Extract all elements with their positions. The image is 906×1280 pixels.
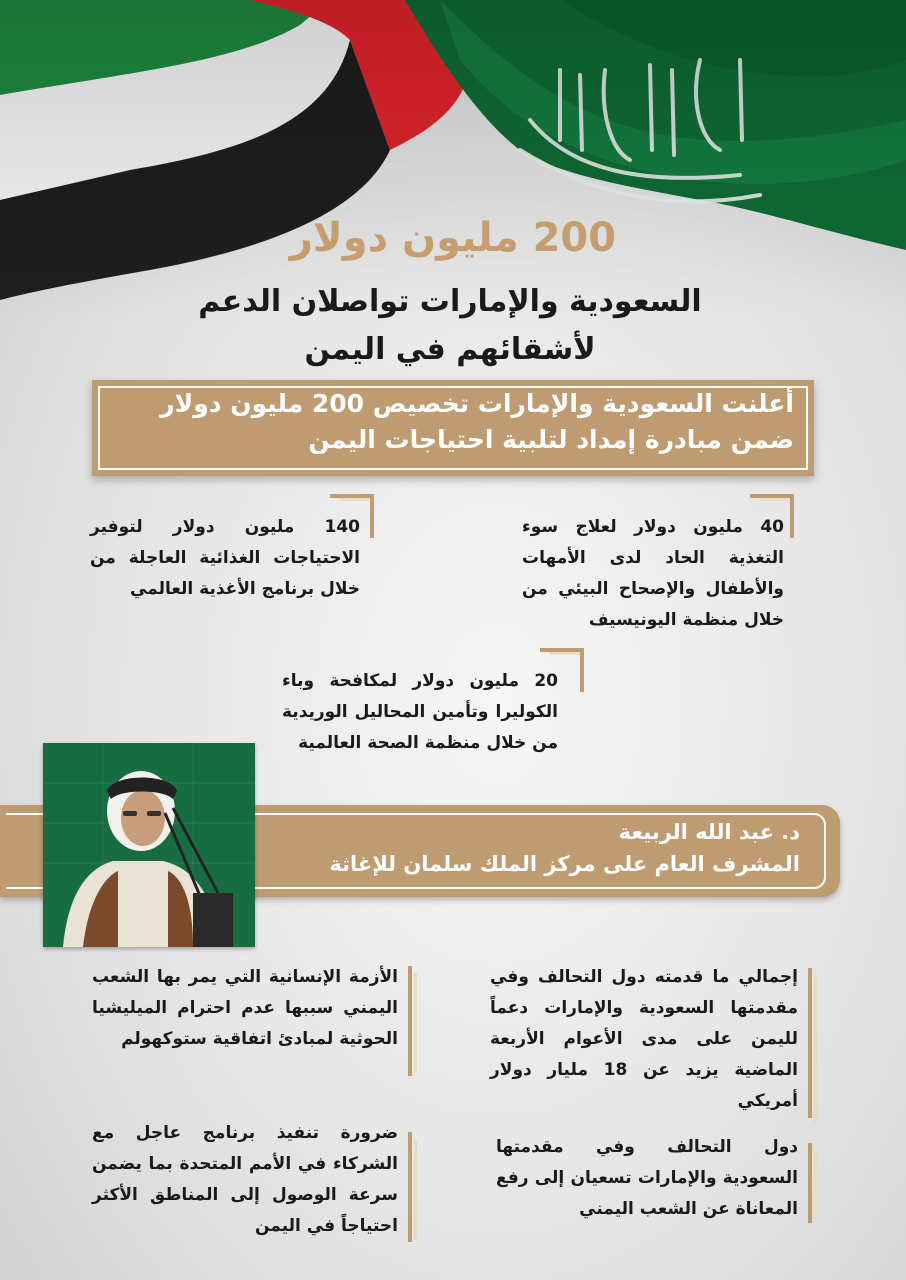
headline-subtitle-line2: لأشقائهم في اليمن xyxy=(304,332,596,367)
quote-alliance-support: إجمالي ما قدمته دول التحالف وفي مقدمتها السعودية والإمارات دعماً لليمن على مدى الأعوام الأربعة الماضية يزيد عن 18 مليار دولار أمريكي xyxy=(490,967,798,1111)
announcement-line2: ضمن مبادرة إمداد لتلبية احتياجات اليمن xyxy=(308,425,794,454)
quote-humanitarian-crisis: الأزمة الإنسانية التي يمر بها الشعب اليمني سببها عدم احترام الميليشيا الحوثية لمبادئ اتفاقية ستوكهولم xyxy=(92,967,398,1049)
official-photo xyxy=(43,743,255,947)
quote-bar-accent xyxy=(814,1150,817,1220)
flags-header-image xyxy=(0,0,906,320)
allocation-who: 20 مليون دولار لمكافحة وباء الكوليرا وتأمين المحاليل الوريدية من خلال منظمة الصحة العالمية xyxy=(282,671,558,753)
official-title: المشرف العام على مركز الملك سلمان للإغاثة xyxy=(329,852,800,876)
quote-bar xyxy=(408,1132,412,1242)
announcement-line1: أعلنت السعودية والإمارات تخصيص 200 مليون دولار xyxy=(160,389,794,418)
headline-subtitle xyxy=(150,278,750,374)
quote-bar-accent xyxy=(414,973,417,1073)
quote-bar xyxy=(808,968,812,1118)
official-name: د. عبد الله الربيعة xyxy=(618,820,800,844)
announcement-banner xyxy=(92,380,814,476)
headline-amount: 200 مليون دولار xyxy=(289,215,617,261)
quote-bar xyxy=(408,966,412,1076)
announcement-text xyxy=(112,386,794,458)
quote-bar xyxy=(808,1143,812,1223)
allocation-wfp: 140 مليون دولار لتوفير الاحتياجات الغذائية العاجلة من خلال برنامج الأغذية العالمي xyxy=(90,517,360,599)
headline-subtitle-line1: السعودية والإمارات تواصلان الدعم xyxy=(198,284,702,319)
quote-urgent-program: ضرورة تنفيذ برنامج عاجل مع الشركاء في الأمم المتحدة بما يضمن سرعة الوصول إلى المناطق الأكثر احتياجاً في اليمن xyxy=(92,1123,398,1236)
quote-relief-efforts: دول التحالف وفي مقدمتها السعودية والإمارات تسعيان إلى رفع المعاناة عن الشعب اليمني xyxy=(496,1137,798,1219)
official-info xyxy=(300,816,800,880)
allocation-unicef: 40 مليون دولار لعلاج سوء التغذية الحاد لدى الأمهات والأطفال والإصحاح البيئي من خلال منظمة اليونيسيف xyxy=(522,517,784,630)
quote-bar-accent xyxy=(814,975,817,1123)
quote-bar-accent xyxy=(414,1140,417,1240)
